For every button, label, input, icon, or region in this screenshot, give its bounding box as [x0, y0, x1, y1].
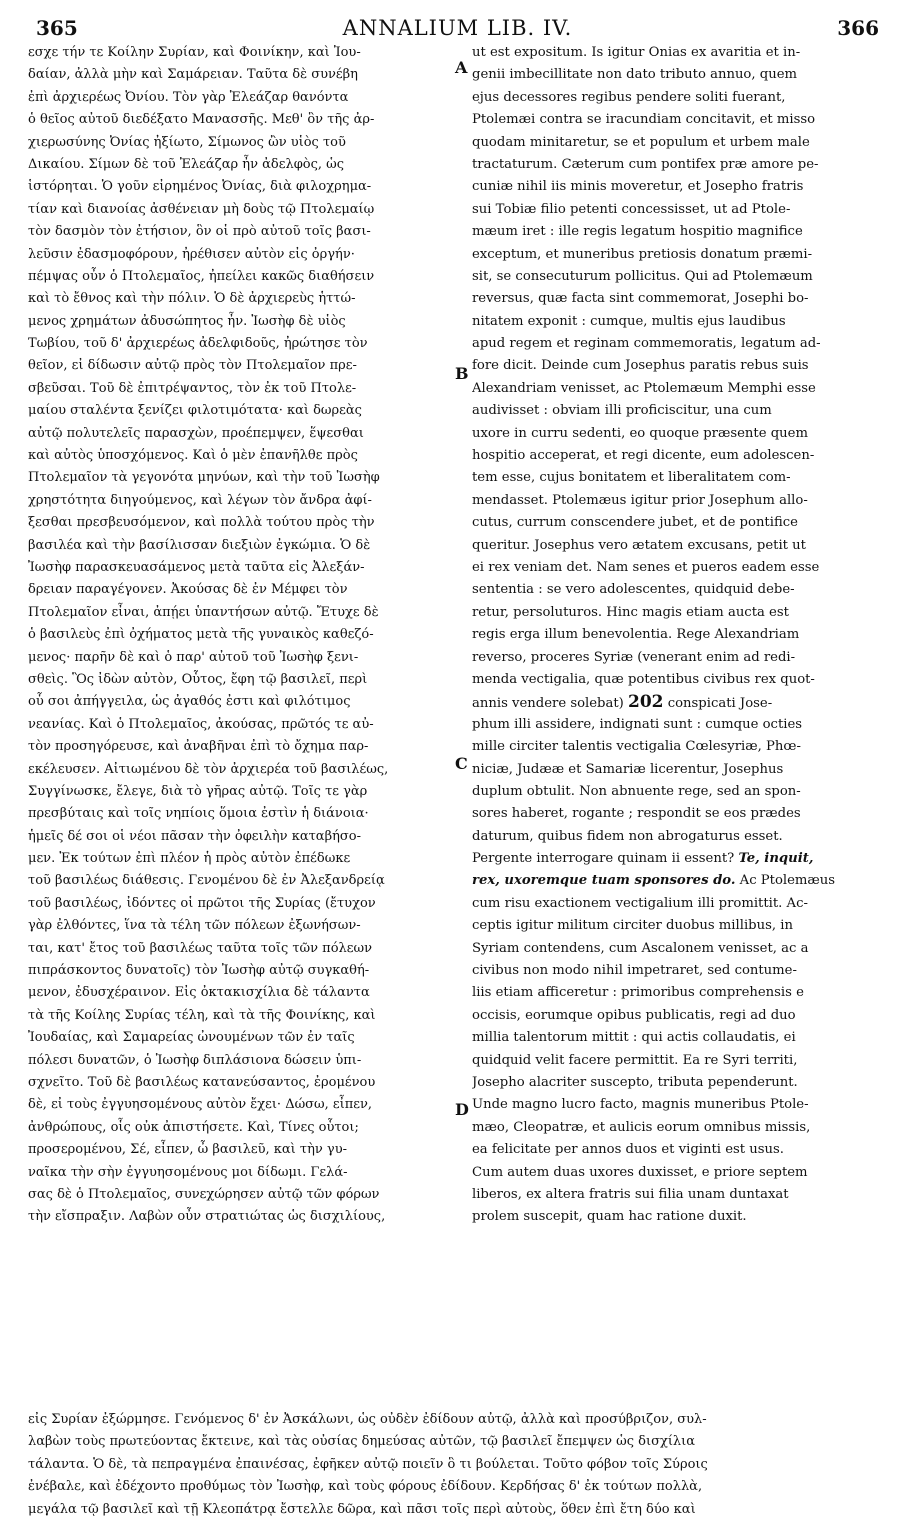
latin-text-line — [472, 893, 884, 915]
greek-text-line: δὲ, εἰ τοὺς ἐγγυησομένους αὐτὸν ἔχει· Δώσω, εἶπεν, — [28, 1097, 373, 1113]
latin-text-fragment: reverso, proceres Syriæ (venerant enim ad redi- — [472, 649, 796, 665]
greek-text-line: ξεσθαι πρεσβευσόμενον, καὶ πολλὰ τούτου πρὸς τὴν — [28, 515, 375, 531]
latin-text-fragment: Te, inquit, — [738, 851, 814, 867]
latin-text-line — [472, 691, 884, 713]
latin-text-line — [472, 1139, 884, 1161]
latin-text-fragment: retur, persoluturos. Hinc magis etiam aucta est — [472, 604, 789, 620]
latin-text-fragment: Unde magno lucro facto, magnis muneribus Ptole- — [472, 1097, 809, 1113]
greek-text-line: πόλεσι δυνατῶν, ὁ Ἰωσὴφ διπλάσιονα δώσειν ὑπι- — [28, 1052, 362, 1068]
greek-text-line: ἡμεῖς δέ σοι οἱ νέοι πᾶσαν τὴν ὀφειλὴν καταβήσο- — [28, 828, 361, 844]
latin-text-column — [472, 42, 884, 1229]
latin-text-line — [472, 848, 884, 870]
greek-text-line: πιπράσκοντος δυνατοῖς) τὸν Ἰωσὴφ αὐτῷ συγκαθή- — [28, 963, 370, 979]
latin-text-fragment: liberos, ex altera fratris sui filia unam duntaxat — [472, 1186, 789, 1202]
latin-text-fragment: rex, uxoremque tuam sponsores do. — [472, 873, 736, 889]
greek-text-line: τὸν προσηγόρευσε, καὶ ἀναβῆναι ἐπὶ τὸ ὄχημα παρ- — [28, 739, 369, 755]
latin-text-line — [472, 1162, 884, 1184]
latin-text-line — [472, 624, 884, 646]
latin-text-fragment: ejus decessores regibus pendere soliti fuerant, — [472, 89, 786, 105]
latin-text-fragment: exceptum, et muneribus pretiosis donatum præmi- — [472, 246, 813, 262]
latin-text-line — [472, 445, 884, 467]
latin-text-line — [472, 870, 884, 892]
latin-text-line — [472, 355, 884, 377]
section-marker-a: A — [455, 58, 468, 77]
latin-text-fragment: ut est expositum. Is igitur Onias ex avaritia et in- — [472, 45, 801, 60]
greek-text-line: τὴν εἴσπραξιν. Λαβὼν οὖν στρατιώτας ὡς δισχιλίους, — [28, 1209, 386, 1225]
latin-text-fragment: Ac Ptolemæus — [739, 873, 836, 889]
latin-text-fragment: Pergente interrogare quinam ii essent? — [472, 851, 735, 867]
greek-text-line: τίαν καὶ διανοίας ἀσθένειαν μὴ δοὺς τῷ Πτολεμαίῳ — [28, 201, 375, 217]
latin-text-fragment: cum risu exactionem vectigalium illi promittit. Ac- — [472, 895, 808, 911]
greek-text-line: χρηστότητα διηγούμενος, καὶ λέγων τὸν ἄνδρα ἀφί- — [28, 492, 372, 508]
greek-text-line: τὰ τῆς Κοίλης Συρίας τέλη, καὶ τὰ τῆς Φοινίκης, καὶ — [28, 1007, 376, 1023]
greek-text-line: δρειαν παραγέγονεν. Ἀκούσας δὲ ἐν Μέμφει τὸν — [28, 582, 348, 598]
latin-text-line — [472, 1117, 884, 1139]
latin-text-fragment: mendasset. Ptolemæus igitur prior Josephum allo- — [472, 492, 808, 508]
latin-text-line — [472, 199, 884, 221]
greek-text-line: ναῖκα τὴν σὴν ἐγγυησομένους μοι δίδωμι. Γελά- — [28, 1164, 348, 1180]
greek-text-line: τάλαντα. Ὁ δὲ, τὰ πεπραγμένα ἐπαινέσας, ἐφῆκεν αὐτῷ ποιεῖν ὃ τι βούλεται. Τοῦτο φόβον τοῖς Σύροις — [28, 1456, 708, 1472]
greek-text-line: μεγάλα τῷ βασιλεῖ καὶ τῇ Κλεοπάτρᾳ ἔστελλε δῶρα, καὶ πᾶσι τοῖς περὶ αὐτοὺς, ὅθεν ἐπὶ ἔτη δύο καὶ — [28, 1501, 696, 1517]
latin-text-line — [472, 938, 884, 960]
latin-text-fragment: tractaturum. Cæterum cum pontifex præ amore pe- — [472, 156, 819, 172]
section-marker-d: D — [455, 1100, 469, 1119]
latin-text-fragment: daturum, quibus fidem non abrogaturus esset. — [472, 828, 783, 844]
latin-text-fragment: sui Tobiæ filio petenti concessisset, ut ad Ptole- — [472, 201, 791, 217]
latin-text-line — [472, 512, 884, 534]
greek-text-line: σβεῦσαι. Τοῦ δὲ ἐπιτρέψαντος, τὸν ἐκ τοῦ Πτολε- — [28, 380, 357, 396]
latin-text-line — [472, 1184, 884, 1206]
latin-text-fragment: prolem suscepit, quam hac ratione duxit. — [472, 1209, 747, 1225]
greek-text-line: Πτολεμαῖον τὰ γεγονότα μηνύων, καὶ τὴν τοῦ Ἰωσὴφ — [28, 470, 380, 486]
latin-text-fragment: ea felicitate per annos duos et viginti est usus. — [472, 1142, 784, 1158]
latin-text-fragment: queritur. Josephus vero ætatem excusans, petit ut — [472, 537, 806, 553]
latin-text-line — [472, 132, 884, 154]
latin-text-line — [472, 1050, 884, 1072]
section-marker-c: C — [455, 754, 468, 773]
latin-text-fragment: menda vectigalia, quæ potentibus civibus rex quot- — [472, 671, 815, 687]
latin-text-fragment: cuniæ nihil iis minis moveretur, et Josepho fratris — [472, 179, 804, 195]
latin-text-fragment: Josepho alacriter suscepto, tributa pependerunt. — [472, 1074, 798, 1090]
greek-text-line: ἱστόρηται. Ὁ γοῦν εἰρημένος Ὀνίας, διὰ φιλοχρημα- — [28, 179, 372, 195]
latin-text-line — [472, 982, 884, 1004]
latin-text-fragment: reversus, quæ facta sint commemorat, Josephi bo- — [472, 291, 809, 307]
latin-text-fragment: Ptolemæi contra se iracundiam concitavit, et misso — [472, 112, 816, 128]
latin-text-line — [472, 669, 884, 691]
latin-text-line — [472, 535, 884, 557]
right-page-number: 366 — [837, 16, 879, 40]
latin-text-fragment: occisis, eorumque opibus publicatis, regi ad duo — [472, 1007, 796, 1023]
latin-text-fragment: cutus, currum conscendere jubet, et de pontifice — [472, 515, 798, 531]
greek-text-line: θεῖον, εἰ δίδωσιν αὐτῷ πρὸς τὸν Πτολεμαῖον πρε- — [28, 358, 357, 374]
greek-text-line: μενος· παρῆν δὲ καὶ ὁ παρ' αὐτοῦ τοῦ Ἰωσὴφ ξενι- — [28, 649, 359, 665]
latin-text-line — [472, 759, 884, 781]
greek-text-line: εσχε τήν τε Κοίλην Συρίαν, καὶ Φοινίκην, καὶ Ἰου- — [28, 45, 361, 60]
latin-text-line — [472, 176, 884, 198]
latin-text-line — [472, 467, 884, 489]
section-marker-b: B — [455, 364, 469, 383]
greek-text-line: αὐτῷ πολυτελεῖς παρασχὼν, προέπεμψεν, ἕψεσθαι — [28, 425, 364, 441]
latin-text-fragment: fore dicit. Deinde cum Josephus paratis rebus suis — [472, 358, 809, 374]
greek-text-line: σχνεῖτο. Τοῦ δὲ βασιλέως κατανεύσαντος, ἐρομένου — [28, 1074, 376, 1090]
greek-text-line: πέμψας οὖν ὁ Πτολεμαῖος, ἠπείλει κακῶς διαθήσειν — [28, 268, 375, 284]
latin-text-line — [472, 42, 884, 64]
latin-text-fragment: hospitio acceperat, et regi dicente, eum adolescen- — [472, 448, 815, 464]
running-header — [36, 12, 879, 46]
latin-text-line — [472, 490, 884, 512]
latin-text-line — [472, 1027, 884, 1049]
latin-text-line — [472, 960, 884, 982]
latin-text-fragment: uxore in curru sedenti, eo quoque præsente quem — [472, 425, 808, 441]
left-page-number: 365 — [36, 16, 78, 40]
latin-text-fragment: duplum obtulit. Non abnuente rege, sed an spon- — [472, 783, 801, 799]
latin-text-line — [472, 781, 884, 803]
greek-text-line: ὁ βασιλεὺς ἐπὶ ὀχήματος μετὰ τῆς γυναικὸς καθεζό- — [28, 627, 374, 643]
latin-text-line — [472, 915, 884, 937]
latin-text-fragment: quodam minitaretur, se et populum et urbem male — [472, 134, 810, 150]
latin-text-line — [472, 736, 884, 758]
latin-text-line — [472, 1072, 884, 1094]
latin-text-fragment: apud regem et reginam commemoratis, legatum ad- — [472, 336, 821, 352]
latin-text-line — [472, 266, 884, 288]
latin-text-line — [472, 1094, 884, 1116]
latin-text-line — [472, 109, 884, 131]
greek-text-line: πρεσβύταις καὶ τοῖς νηπίοις ὅμοια ἐστὶν ἡ διάνοια· — [28, 806, 369, 822]
latin-text-fragment: tem esse, cujus bonitatem et liberalitatem com- — [472, 470, 791, 486]
greek-text-line: τοῦ βασιλέως, ἰδόντες οἱ πρῶτοι τῆς Συρίας (ἔτυχον — [28, 895, 376, 911]
latin-text-fragment: nitatem exponit : cumque, multis ejus laudibus — [472, 313, 786, 329]
greek-text-line: σθεὶς. Ὃς ἰδὼν αὐτὸν, Οὗτος, ἔφη τῷ βασιλεῖ, περὶ — [28, 671, 368, 687]
greek-text-line: εἰς Συρίαν ἐξώρμησε. Γενόμενος δ' ἐν Ἀσκάλωνι, ὡς οὐδὲν ἐδίδουν αὐτῷ, ἀλλὰ καὶ προσύβριζον, συλ- — [28, 1412, 707, 1427]
latin-text-line — [472, 803, 884, 825]
greek-text-line: γὰρ ἐλθόντες, ἵνα τὰ τέλη τῶν πόλεων ἐξωνήσων- — [28, 918, 361, 934]
latin-text-fragment: millia talentorum mittit : qui actis collaudatis, ei — [472, 1030, 796, 1046]
greek-text-line: μενον, ἐδυσχέραινον. Εἰς ὀκτακισχίλια δὲ τάλαντα — [28, 985, 370, 1001]
greek-text-line: ὁ θεῖος αὐτοῦ διεδέξατο Μανασσῆς. Μεθ' ὃν τῆς ἀρ- — [28, 112, 375, 128]
latin-text-line — [472, 1005, 884, 1027]
latin-text-line — [472, 1206, 884, 1228]
greek-text-line: Ἰωσὴφ παρασκευασάμενος μετὰ ταῦτα εἰς Ἀλεξάν- — [28, 559, 365, 575]
latin-text-line — [472, 64, 884, 86]
greek-text-line: λεῦσιν ἐδασμοφόρουν, ἠρέθισεν αὐτὸν εἰς ὀργήν· — [28, 246, 355, 262]
greek-text-line: καὶ τὸ ἔθνος καὶ τὴν πόλιν. Ὁ δὲ ἀρχιερεὺς ἡττώ- — [28, 291, 356, 307]
latin-text-line — [472, 714, 884, 736]
latin-text-line — [472, 557, 884, 579]
latin-text-fragment: Syriam contendens, cum Ascalonem venisset, ac a — [472, 940, 809, 956]
latin-text-line — [472, 579, 884, 601]
latin-text-fragment: sores haberet, rogante ; respondit se eos prædes — [472, 806, 801, 822]
latin-text-line — [472, 333, 884, 355]
greek-text-line: μεν. Ἐκ τούτων ἐπὶ πλέον ἡ πρὸς αὐτὸν ἐπέδωκε — [28, 851, 351, 867]
latin-text-fragment: mæum iret : ille regis legatum hospitio magnifice — [472, 224, 803, 240]
latin-text-fragment: phum illi assidere, indignati sunt : cumque octies — [472, 716, 803, 732]
greek-text-line: καὶ αὐτὸς ὑποσχόμενος. Καὶ ὁ μὲν ἐπανῆλθε πρὸς — [28, 448, 358, 464]
greek-text-line: μενος χρημάτων ἀδυσώπητος ἦν. Ἰωσὴφ δὲ υἱὸς — [28, 313, 346, 329]
greek-text-line: ται, κατ' ἔτος τοῦ βασιλέως ταῦτα τοῖς τῶν πόλεων — [28, 940, 373, 956]
latin-text-line — [472, 311, 884, 333]
latin-text-fragment: ceptis igitur militum circiter duobus millibus, in — [472, 918, 793, 934]
greek-text-line: Τωβίου, τοῦ δ' ἀρχιερέως ἀδελφιδοῦς, ἠρώτησε τὸν — [28, 336, 368, 352]
greek-text-line: βασιλέα καὶ τὴν βασίλισσαν διεξιὼν ἐγκώμια. Ὁ δὲ — [28, 537, 371, 553]
latin-text-fragment: quidquid velit facere permittit. Ea re Syri territi, — [472, 1052, 798, 1068]
greek-text-line: Ἰουδαίας, καὶ Σαμαρείας ὠνουμένων τῶν ἐν ταῖς — [28, 1030, 355, 1046]
latin-text-fragment: audivisset : obviam illi proficiscitur, una cum — [472, 403, 772, 419]
greek-text-line: δαίαν, ἀλλὰ μὴν καὶ Σαμάρειαν. Ταῦτα δὲ συνέβη — [28, 67, 358, 83]
latin-text-line — [472, 602, 884, 624]
greek-text-line: Συγγίνωσκε, ἔλεγε, διὰ τὸ γῆρας αὐτῷ. Τοῖς τε γὰρ — [28, 783, 368, 799]
greek-text-line: ἐπὶ ἀρχιερέως Ὀνίου. Τὸν γὰρ Ἐλεάζαρ θανόντα — [28, 89, 349, 105]
latin-text-line — [472, 400, 884, 422]
running-title: ANNALIUM LIB. IV. — [342, 16, 573, 40]
greek-text-line: νεανίας. Καὶ ὁ Πτολεμαῖος, ἀκούσας, πρῶτός τε αὐ- — [28, 716, 374, 732]
greek-text-line: σας δὲ ὁ Πτολεμαῖος, συνεχώρησεν αὐτῷ τῶν φόρων — [28, 1186, 380, 1202]
greek-text-line: προσερομένου, Σέ, εἶπεν, ὦ βασιλεῦ, καὶ τὴν γυ- — [28, 1142, 347, 1158]
latin-text-line — [472, 244, 884, 266]
full-width-greek-text — [28, 1409, 888, 1521]
latin-text-fragment: Alexandriam venisset, ac Ptolemæum Memphi esse — [472, 380, 816, 396]
greek-text-line: οὗ σοι ἀπήγγειλα, ὡς ἀγαθός ἐστι καὶ φιλότιμος — [28, 694, 351, 710]
latin-text-fragment: conspicati Jose- — [667, 696, 773, 712]
latin-text-line — [472, 378, 884, 400]
latin-text-fragment: mille circiter talentis vectigalia Cœlesyriæ, Phœ- — [472, 739, 801, 755]
latin-text-line — [472, 826, 884, 848]
greek-text-line: μαίου σταλέντα ξενίζει φιλοτιμότατα· καὶ δωρεὰς — [28, 403, 362, 419]
latin-text-fragment: annis vendere solebat) — [472, 696, 624, 712]
latin-text-fragment: sententia : se vero adolescentes, quidquid debe- — [472, 582, 795, 598]
latin-text-line — [472, 647, 884, 669]
greek-text-line: Πτολεμαῖον εἶναι, ἀπῄει ὑπαντήσων αὐτῷ. Ἔτυχε δὲ — [28, 604, 379, 620]
greek-text-line: ἀνθρώπους, οἷς οὐκ ἀπιστήσετε. Καὶ, Τίνες οὗτοι; — [28, 1119, 359, 1135]
latin-text-fragment: niciæ, Judææ et Samariæ licerentur, Josephus — [472, 761, 784, 777]
latin-text-line — [472, 87, 884, 109]
latin-text-fragment: sit, se consecuturum pollicitus. Qui ad Ptolemæum — [472, 268, 813, 284]
greek-text-line: τοῦ βασιλέως διάθεσις. Γενομένου δὲ ἐν Ἀλεξανδρείᾳ — [28, 873, 385, 889]
greek-text-line: ἐνέβαλε, καὶ ἐδέχοντο προθύμως τὸν Ἰωσὴφ, καὶ τοὺς φόρους ἐδίδουν. Κερδήσας δ' ἐκ τούτων πολλὰ, — [28, 1479, 703, 1495]
latin-text-fragment: ei rex veniam det. Nam senes et pueros eadem esse — [472, 559, 820, 575]
latin-text-fragment: liis etiam afficeretur : primoribus comprehensis e — [472, 985, 804, 1001]
latin-text-line — [472, 288, 884, 310]
latin-text-fragment: mæo, Cleopatræ, et aulicis eorum omnibus missis, — [472, 1119, 811, 1135]
greek-text-line: χιερωσύνης Ὀνίας ἠξίωτο, Σίμωνος ὢν υἱὸς τοῦ — [28, 134, 346, 150]
greek-text-line: τὸν δασμὸν τὸν ἐτήσιον, ὃν οἱ πρὸ αὐτοῦ τοῖς βασι- — [28, 224, 371, 240]
greek-text-line: εκέλευσεν. Αἰτιωμένου δὲ τὸν ἀρχιερέα τοῦ βασιλέως, — [28, 761, 389, 777]
latin-text-fragment: genii imbecillitate non dato tributo annuo, quem — [472, 67, 797, 83]
latin-text-fragment: Cum autem duas uxores duxisset, e priore septem — [472, 1164, 808, 1180]
latin-text-line — [472, 154, 884, 176]
latin-text-fragment: regis erga illum benevolentia. Rege Alexandriam — [472, 627, 800, 643]
greek-text-line: λαβὼν τοὺς πρωτεύοντας ἔκτεινε, καὶ τὰς οὐσίας δημεύσας αὐτῶν, τῷ βασιλεῖ ἔπεμψεν ὡς δισχίλια — [28, 1434, 696, 1450]
latin-text-line — [472, 221, 884, 243]
latin-text-line — [472, 423, 884, 445]
latin-text-fragment: civibus non modo nihil impetraret, sed contume- — [472, 963, 797, 979]
margin-page-number: 202 — [628, 692, 664, 713]
greek-text-column — [28, 42, 460, 1229]
greek-text-line: Δικαίου. Σίμων δὲ τοῦ Ἐλεάζαρ ἦν ἀδελφὸς, ὡς — [28, 156, 345, 172]
